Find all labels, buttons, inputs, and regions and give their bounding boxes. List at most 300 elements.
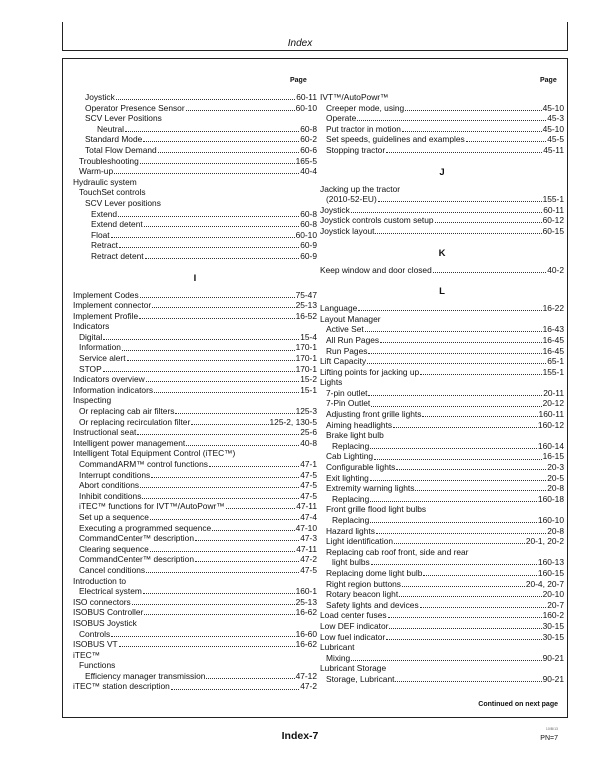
index-heading: Indicators — [73, 321, 110, 332]
entry-term: iTEC™ station description — [73, 681, 170, 692]
content-left-rule — [62, 58, 63, 717]
entry-term: ISOBUS VT — [73, 639, 118, 650]
dot-leader — [433, 272, 546, 273]
index-entry — [320, 124, 564, 135]
entry-term: Or replacing cab air filters — [79, 406, 175, 417]
dot-leader — [122, 350, 295, 351]
left-index-column — [73, 92, 317, 692]
entry-page-ref: 45-10 — [542, 123, 564, 134]
index-heading: Lubricant Storage — [320, 663, 387, 674]
dot-leader — [386, 152, 542, 153]
entry-term: 7-pin outlet — [326, 387, 368, 398]
dot-leader — [226, 508, 296, 509]
entry-page-ref: 45-3 — [547, 113, 564, 124]
entry-page-ref: 170-1 — [295, 363, 317, 374]
index-heading: Functions — [79, 660, 116, 671]
index-heading: Brake light bulb — [326, 430, 384, 441]
dot-leader — [140, 487, 299, 488]
index-heading: IVT™/AutoPowr™ — [320, 92, 389, 102]
dot-leader — [151, 477, 299, 478]
entry-page-ref: 90-21 — [542, 652, 564, 663]
entry-page-ref: 16-60 — [295, 628, 317, 639]
dot-leader — [111, 636, 294, 637]
entry-page-ref: 60-12 — [542, 215, 564, 226]
dot-leader — [150, 519, 299, 520]
continued-note: Continued on next page — [478, 701, 558, 708]
entry-term: Replacing dome light bulb — [326, 567, 423, 578]
dot-leader — [405, 110, 541, 111]
index-entry — [73, 533, 317, 544]
dot-leader — [399, 596, 541, 597]
entry-page-ref: 45-5 — [547, 134, 564, 145]
entry-term: Joystick controls custom setup — [320, 215, 434, 226]
entry-term: Cab Lighting — [326, 451, 374, 462]
entry-page-ref: 20-8 — [547, 483, 564, 494]
entry-term: Set speeds, guidelines and examples — [326, 134, 465, 145]
dot-leader — [103, 371, 295, 372]
dot-leader — [365, 331, 542, 332]
entry-term: Abort conditions — [79, 480, 140, 491]
index-entry — [320, 462, 564, 473]
index-entry — [73, 470, 317, 481]
dot-leader — [423, 575, 537, 576]
entry-term: CommandCenter™ description — [79, 533, 194, 544]
entry-page-ref: 160-13 — [537, 557, 564, 568]
index-entry — [73, 406, 317, 417]
entry-term: Clearing sequence — [79, 543, 149, 554]
entry-page-ref: 60-15 — [542, 225, 564, 236]
right-page-heading: Page — [540, 77, 557, 84]
entry-page-ref: 47-5 — [300, 564, 317, 575]
index-entry — [73, 230, 317, 241]
entry-term: Low DEF indicator — [320, 620, 389, 631]
dot-leader — [358, 310, 541, 311]
index-entry — [320, 303, 564, 314]
content-right-rule — [567, 58, 568, 717]
index-heading: Layout Manager — [320, 313, 381, 324]
page-number: Index-7 — [281, 730, 319, 742]
entry-page-ref: 165-5 — [295, 155, 317, 166]
dot-leader — [389, 628, 541, 629]
entry-page-ref: 45-10 — [542, 102, 564, 113]
dot-leader — [374, 459, 542, 460]
entry-term: Implement connector — [73, 300, 152, 311]
entry-term: Service alert — [79, 353, 126, 364]
entry-term: Extremity warning lights — [326, 483, 415, 494]
entry-page-ref: 160-1 — [295, 586, 317, 597]
dot-leader — [125, 131, 299, 132]
entry-term: Run Pages — [326, 345, 368, 356]
dot-leader — [154, 392, 299, 393]
entry-term: Controls — [79, 628, 111, 639]
index-entry — [73, 240, 317, 251]
dot-leader — [144, 226, 300, 227]
entry-term: CommandARM™ control functions — [79, 459, 208, 469]
index-entry — [320, 409, 564, 420]
index-entry — [320, 632, 564, 643]
entry-page-ref: 40-2 — [547, 264, 564, 275]
entry-page-ref: 25-13 — [295, 596, 317, 607]
dot-leader — [118, 216, 299, 217]
dot-leader — [142, 498, 299, 499]
entry-page-ref: 30-15 — [542, 631, 564, 642]
dot-leader — [145, 258, 300, 259]
index-entry — [320, 526, 564, 537]
entry-page-ref: 30-15 — [542, 620, 564, 631]
entry-page-ref: 170-1 — [295, 353, 317, 364]
index-heading: iTEC™ — [73, 649, 100, 660]
entry-term: Warm-up — [79, 166, 114, 177]
entry-term: 7-Pin Outlet — [326, 398, 371, 409]
entry-page-ref: 60-9 — [300, 250, 317, 261]
entry-page-ref: 60-8 — [300, 123, 317, 134]
entry-page-ref: 125-2, 130-5 — [269, 416, 317, 427]
section-letter: L — [439, 286, 445, 298]
index-entry — [73, 523, 317, 534]
index-entry — [73, 639, 317, 650]
entry-page-ref: 15-1 — [300, 384, 317, 395]
entry-term: Or replacing recirculation filter — [79, 416, 191, 427]
page-title: Index — [287, 38, 313, 49]
entry-page-ref: 47-5 — [300, 469, 317, 480]
index-entry — [320, 610, 564, 621]
entry-term: Interrupt conditions — [79, 469, 151, 480]
entry-term: STOP — [79, 363, 102, 374]
entry-page-ref: 90-21 — [542, 673, 564, 684]
entry-term: Joystick — [85, 92, 115, 102]
entry-term: Intelligent power management — [73, 437, 186, 448]
entry-page-ref: 160-10 — [537, 515, 564, 525]
index-entry — [73, 544, 317, 555]
dot-leader — [367, 363, 546, 364]
dot-leader — [402, 131, 542, 132]
dot-leader — [371, 564, 537, 565]
header-bottom-rule — [62, 50, 568, 51]
index-entry — [73, 156, 317, 167]
entry-page-ref: 160-2 — [542, 610, 564, 621]
entry-page-ref: 60-9 — [300, 240, 317, 251]
index-entry — [320, 653, 564, 664]
entry-term: Keep window and door closed — [320, 264, 432, 275]
dot-leader — [422, 416, 537, 417]
dot-leader — [378, 201, 542, 202]
index-heading: Inspecting — [73, 395, 112, 406]
dot-leader — [191, 424, 268, 425]
index-entry — [73, 103, 317, 114]
entry-page-ref: 160-12 — [537, 419, 564, 430]
entry-term: Implement Codes — [73, 289, 139, 300]
dot-leader — [140, 297, 295, 298]
index-entry — [73, 300, 317, 311]
dot-leader — [143, 141, 299, 142]
entry-page-ref: 40-8 — [300, 437, 317, 448]
index-entry — [73, 554, 317, 565]
entry-term: All Run Pages — [326, 334, 380, 345]
entry-page-ref: 20-1, 20-2 — [525, 536, 564, 547]
entry-term: Electrical system — [79, 586, 142, 597]
dot-leader — [420, 374, 541, 375]
index-heading: TouchSet controls — [79, 187, 146, 198]
entry-term: Inhibit conditions — [79, 490, 142, 501]
content-bottom-rule — [62, 717, 568, 718]
dot-leader — [368, 353, 541, 354]
entry-term: ISO connectors — [73, 596, 131, 607]
dot-leader — [195, 540, 299, 541]
entry-page-ref: 20-12 — [542, 398, 564, 409]
index-entry — [73, 374, 317, 385]
index-entry — [73, 134, 317, 145]
index-entry — [73, 219, 317, 230]
entry-term: Extend — [91, 208, 118, 219]
index-heading: SCV Lever positions — [85, 197, 161, 208]
entry-term: Storage, Lubricant — [326, 673, 395, 684]
dot-leader — [370, 522, 537, 523]
section-letter: K — [438, 247, 446, 259]
entry-term: Cancel conditions — [79, 564, 146, 575]
entry-page-ref: 60-11 — [543, 204, 564, 215]
entry-term: Set up a sequence — [79, 511, 149, 522]
entry-page-ref: 60-2 — [300, 134, 317, 145]
entry-term: Operator Presence Sensor — [85, 102, 185, 113]
entry-page-ref: 60-10 — [295, 102, 317, 113]
dot-leader — [394, 543, 525, 544]
entry-term: Put tractor in motion — [326, 123, 401, 134]
entry-term: Float — [91, 229, 110, 240]
dot-leader — [393, 427, 537, 428]
entry-term: Stopping tractor — [326, 144, 386, 155]
dot-leader — [415, 490, 546, 491]
entry-term: Language — [320, 303, 358, 314]
entry-page-ref: 16-15 — [542, 451, 564, 462]
index-entry — [73, 353, 317, 364]
index-entry — [320, 674, 564, 685]
dot-leader — [140, 163, 295, 164]
index-entry — [320, 536, 564, 547]
index-entry — [320, 226, 564, 237]
dot-leader — [435, 222, 542, 223]
entry-term: Information indicators — [73, 384, 154, 395]
dot-leader — [152, 307, 294, 308]
entry-term: Light identification — [326, 536, 394, 547]
entry-page-ref: 47-12 — [295, 670, 317, 681]
index-heading: Introduction to — [73, 575, 127, 586]
dot-leader — [380, 342, 542, 343]
index-heading: Lubricant — [320, 642, 355, 653]
entry-page-ref: 47-10 — [295, 522, 317, 533]
entry-term: Configurable lights — [326, 462, 396, 473]
entry-page-ref: 20-3 — [547, 462, 564, 473]
entry-term: Troubleshooting — [79, 155, 139, 166]
dot-leader — [119, 247, 299, 248]
dot-leader — [209, 466, 299, 467]
entry-page-ref: 47-11 — [296, 543, 317, 554]
index-entry — [320, 420, 564, 431]
index-heading: Lights — [320, 377, 343, 388]
entry-term: Joystick — [320, 204, 350, 215]
dot-leader — [371, 406, 541, 407]
index-heading: Replacing cab roof front, side and rear — [326, 546, 469, 557]
entry-term: Right region buttons — [326, 578, 401, 589]
entry-term: Total Flow Demand — [85, 144, 157, 155]
entry-term: Joystick layout — [320, 225, 375, 236]
dot-leader — [116, 99, 295, 100]
entry-page-ref: 20-11 — [543, 387, 564, 398]
entry-term: Lift Capacity — [320, 356, 367, 367]
entry-page-ref: 60-6 — [300, 144, 317, 155]
entry-page-ref: 16-45 — [542, 334, 564, 345]
index-entry — [320, 205, 564, 216]
entry-page-ref: 125-3 — [295, 406, 317, 417]
index-entry — [73, 480, 317, 491]
index-entry — [320, 589, 564, 600]
entry-term: Replacing — [332, 493, 370, 504]
index-entry — [73, 332, 317, 343]
entry-page-ref: 16-52 — [295, 310, 317, 321]
index-entry — [320, 441, 564, 452]
index-entry — [73, 92, 317, 103]
entry-term: Indicators overview — [73, 374, 145, 385]
entry-page-ref: 20-10 — [542, 589, 564, 600]
index-heading: Front grille flood light bulbs — [326, 504, 427, 515]
entry-term: Neutral — [97, 123, 124, 134]
dot-leader — [206, 678, 294, 679]
dot-leader — [132, 604, 295, 605]
dot-leader — [146, 381, 300, 382]
dot-leader — [103, 339, 299, 340]
entry-term: Load center fuses — [320, 610, 387, 621]
index-entry — [320, 335, 564, 346]
entry-page-ref: 25-13 — [295, 300, 317, 311]
entry-term: Efficiency manager transmission — [85, 670, 206, 681]
entry-term: Creeper mode, using — [326, 102, 405, 113]
entry-page-ref: 20-7 — [547, 599, 564, 610]
dot-leader — [370, 448, 537, 449]
dot-leader — [388, 617, 542, 618]
entry-page-ref: 15-4 — [300, 331, 317, 342]
dot-leader — [171, 689, 299, 690]
dot-leader — [143, 593, 295, 594]
entry-term: Standard Mode — [85, 134, 143, 145]
index-entry — [73, 385, 317, 396]
entry-page-ref: 16-45 — [542, 345, 564, 356]
entry-page-ref: 160-11 — [538, 409, 564, 420]
entry-page-ref: 47-1 — [300, 459, 317, 469]
entry-term: Lifting points for jacking up — [320, 366, 420, 377]
entry-term: Retract detent — [91, 250, 144, 261]
entry-page-ref: 15-2 — [300, 374, 317, 385]
entry-page-ref: 60-8 — [300, 219, 317, 230]
dot-leader — [127, 360, 295, 361]
index-entry — [320, 134, 564, 145]
index-entry — [73, 209, 317, 220]
index-entry — [73, 342, 317, 353]
entry-term: Hazard lights — [326, 525, 375, 536]
entry-page-ref: 160-14 — [537, 440, 564, 451]
dot-leader — [119, 646, 295, 647]
dot-leader — [386, 639, 541, 640]
entry-page-ref: 60-11 — [296, 92, 317, 102]
dot-leader — [370, 480, 546, 481]
entry-term: Aiming headlights — [326, 419, 393, 430]
index-entry — [73, 438, 317, 449]
index-entry — [320, 557, 564, 568]
entry-page-ref: 60-10 — [295, 229, 317, 240]
entry-page-ref: 155-1 — [542, 194, 564, 205]
entry-term: Replacing — [332, 440, 370, 451]
entry-page-ref: 45-11 — [543, 144, 564, 155]
entry-page-ref: 75-47 — [295, 289, 317, 300]
dot-leader — [420, 607, 547, 608]
dot-leader — [186, 445, 299, 446]
entry-term: ISOBUS Controller — [73, 607, 144, 618]
entry-term: Adjusting front grille lights — [326, 409, 422, 420]
index-entry — [320, 483, 564, 494]
index-entry — [320, 388, 564, 399]
index-entry — [320, 324, 564, 335]
index-entry — [73, 364, 317, 375]
content-top-rule — [62, 58, 568, 59]
entry-page-ref: 20-8 — [547, 525, 564, 536]
index-entry — [73, 290, 317, 301]
dot-leader — [376, 533, 546, 534]
index-entry — [73, 671, 317, 682]
dot-leader — [175, 413, 294, 414]
entry-page-ref: 160-18 — [537, 493, 564, 504]
index-entry — [320, 473, 564, 484]
index-entry — [320, 600, 564, 611]
entry-page-ref: 25-6 — [300, 427, 317, 438]
index-entry — [73, 501, 317, 512]
index-entry — [73, 512, 317, 523]
index-entry — [320, 367, 564, 378]
index-heading: Intelligent Total Equipment Control (iTEC™) — [73, 448, 236, 459]
entry-term: (2010-52-EU) — [326, 194, 377, 205]
index-entry — [73, 251, 317, 262]
dot-leader — [144, 614, 294, 615]
index-entry — [73, 124, 317, 135]
index-entry — [320, 568, 564, 579]
section-letter: I — [193, 272, 197, 284]
pn-number: PN=7 — [540, 735, 558, 742]
dot-leader — [195, 561, 299, 562]
entry-term: Safety lights and devices — [326, 599, 419, 610]
index-entry — [320, 265, 564, 276]
dot-leader — [150, 551, 295, 552]
index-entry — [320, 356, 564, 367]
index-entry — [73, 427, 317, 438]
entry-term: CommandCenter™ description — [79, 554, 194, 565]
dot-leader — [396, 469, 546, 470]
dot-leader — [395, 681, 541, 682]
dot-leader — [212, 530, 294, 531]
index-entry — [320, 515, 564, 526]
dot-leader — [139, 318, 294, 319]
entry-page-ref: 47-5 — [300, 480, 317, 491]
section-letter: J — [439, 166, 445, 178]
index-entry — [320, 346, 564, 357]
dot-leader — [357, 120, 546, 121]
entry-page-ref: 47-11 — [296, 501, 317, 512]
index-entry — [320, 113, 564, 124]
index-entry — [73, 166, 317, 177]
index-entry — [73, 459, 317, 470]
entry-page-ref: 47-3 — [300, 533, 317, 544]
dot-leader — [137, 434, 299, 435]
dot-leader — [158, 152, 300, 153]
entry-term: Information — [79, 342, 121, 353]
index-entry — [320, 103, 564, 114]
entry-page-ref: 16-62 — [295, 639, 317, 650]
